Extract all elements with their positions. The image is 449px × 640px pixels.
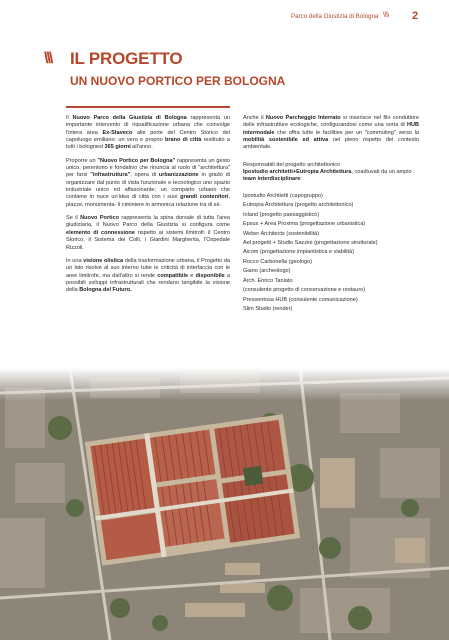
team-member-item: Aicom (progettazione impiantistica e viabilità)	[243, 249, 354, 256]
text-run: che offra tutte le facilities per un "commuting" verso la	[274, 129, 419, 136]
text-run: , coadiuvati da un ampio	[351, 169, 412, 176]
bold-text-run: disponibile	[195, 272, 225, 279]
team-member-item: Slim Studio (render)	[243, 306, 293, 312]
text-run: all'anno.	[130, 144, 153, 151]
text-run: Proporre un	[66, 157, 98, 164]
text-run: , piazze, monumenta- li ciminiere in armonica relazione tra di sé.	[66, 194, 230, 208]
bold-text-run: Ipostudio architetti+Eutropia Architettura	[243, 169, 352, 176]
running-head: Parco della Giustizia di Bologna	[291, 13, 379, 20]
bold-text-run: Nuovo Parco della Giustizia di Bologna	[72, 115, 187, 121]
bold-text-run: HUB intermodale	[243, 122, 419, 136]
team-member-item: Epsus + Area Proxima (progettazione urbanistica)	[243, 221, 366, 228]
team-member-item: Ael progetti + Studio Sazzini (progettazione strutturale)	[243, 239, 378, 246]
aerial-render-image	[0, 368, 449, 640]
text-run: nel pieno rispetto del contesto ambientale.	[243, 137, 419, 151]
paragraph	[66, 115, 230, 152]
bold-text-run: Bologna del Futuro.	[79, 287, 132, 294]
text-run: , opera di	[130, 172, 159, 179]
text-run: rappresenta un importante intervento di riqualificazione urbana che coinvolge l'intera area	[66, 115, 230, 136]
team-list	[243, 193, 419, 314]
team-member-item: (consulente progetto di conservazione e restauro)	[243, 287, 366, 294]
text-run: della trasformazione urbana, il Progetto da un lato risolve al suo interno tutte le criticità di interfaccia con le aree limitrofe, ma dall'altro si rende	[66, 257, 230, 279]
team-member-item: Arch. Enrico Taniato	[243, 277, 293, 284]
text-run: rappresenta la spina dorsale di tutta l'area giudiziaria, il Nuovo Parco della Giustizia si configura come	[66, 215, 230, 229]
bold-text-run: elemento di connessione	[66, 229, 135, 236]
page-number: 2	[412, 10, 419, 22]
team-member-item: Weber Architects (sostenibilità)	[243, 230, 320, 237]
team-intro: Responsabili del progetto architettonico	[243, 161, 341, 168]
page-title: IL PROGETTO	[70, 49, 183, 68]
text-run: a possibili sviluppi infrastrutturali che rendano tangibile la visione della	[66, 272, 230, 294]
team-member-item: Eutropia Architettura (progetto architettonico)	[243, 202, 354, 209]
text-run: e	[188, 272, 196, 279]
bold-text-run: brano di città	[164, 137, 202, 144]
text-run: In una	[66, 257, 84, 264]
team-member-item: Ipostudio Architetti (capogruppo)	[243, 192, 323, 199]
bold-text-run: compatibile	[157, 272, 189, 279]
bold-text-run: mobilità sostenibile ed attiva	[243, 137, 329, 144]
bold-text-run: urbanizzazione	[158, 172, 199, 179]
right-column	[243, 115, 419, 315]
text-run: Se il	[66, 215, 81, 222]
text-run: rappresenta un gesto unico, perentorio e fondativo che rinuncia al ruolo di "architettura" per farsi	[66, 157, 230, 179]
text-run: rispetto ai sistemi limitrofi: il Centro Storico, il Sistema dei Colli, i Giardini Margherita, l'Ospedale Rizzoli.	[66, 229, 231, 251]
header-slashes: \\\\	[383, 12, 389, 19]
left-column	[66, 115, 230, 301]
text-run: in grado di organizzare dal punto di vista funzionale e tecnologico uno spazio industriale unico ed affascinante; un comparto urbano che contiene in nuce un'idea di città con i suoi	[66, 172, 230, 201]
text-run: Il	[66, 115, 73, 121]
page-subtitle: UN NUOVO PORTICO PER BOLOGNA	[70, 74, 286, 88]
bold-text-run: "infrastruttura"	[90, 172, 131, 179]
bold-text-run: "Nuovo Portico per Bologna"	[97, 157, 176, 164]
team-member-item: Inland (progetto paesaggistico)	[243, 211, 320, 218]
text-run: restituito a tutti i bolognesi	[66, 137, 231, 151]
bold-text-run: Nuovo Parcheggio Interrato	[265, 115, 341, 121]
bold-text-run: Ex-Staveco	[102, 129, 133, 136]
paragraph	[66, 215, 230, 252]
paragraph	[243, 115, 419, 152]
bold-text-run: grandi contenitori	[180, 194, 229, 201]
bold-text-run: team interdisciplinare	[243, 176, 301, 183]
bold-text-run: Nuovo Portico	[80, 215, 119, 222]
page-header	[0, 0, 449, 30]
text-run: alle porte del Centro Storico del capoluogo emiliano: un vero e proprio	[66, 129, 230, 144]
bold-text-run: visione olistica	[83, 257, 124, 264]
text-run: Anche il	[243, 115, 266, 121]
title-rule	[66, 106, 230, 108]
bold-text-run: 365 giorni	[104, 144, 131, 151]
text-run: si inserisce nel filo conduttore delle infrastrutture ecologiche, configurandosi come una sorta di	[243, 115, 420, 129]
text-run: :	[300, 176, 302, 183]
paragraph	[66, 158, 230, 209]
team-member-item: Rocco Carbonella (geologo)	[243, 258, 313, 265]
title-slashes: \\\	[44, 50, 52, 67]
team-member-item: Pressentosa HUB (consulente comunicazione)	[243, 296, 358, 303]
team-lead	[243, 169, 419, 184]
paragraph	[66, 258, 230, 295]
team-member-item: Giano (archeologo)	[243, 268, 291, 275]
